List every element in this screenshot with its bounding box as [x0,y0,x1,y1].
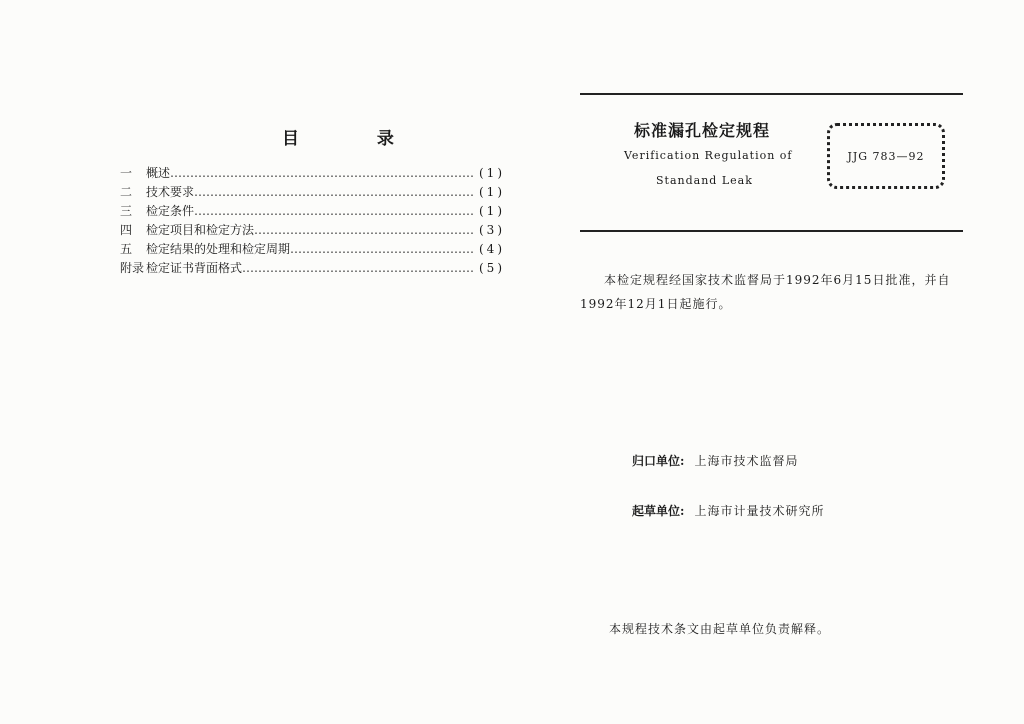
toc-item-label: 技术要求 [146,185,195,199]
responsible-unit [632,452,798,469]
toc-item [120,240,505,259]
toc-leader-dots [170,164,475,183]
toc-item-number: 四 [120,223,133,237]
toc-item-page: (1) [479,204,505,218]
drafting-unit [632,502,824,519]
interpretation-note: 本规程技术条文由起草单位负责解释。 [609,622,831,636]
toc-item-number: 一 [120,166,133,180]
toc-leader-dots [194,202,475,221]
toc-item-page: (4) [479,242,505,256]
bottom-rule [580,230,963,232]
toc-item [120,259,505,278]
toc-item-label: 检定项目和检定方法 [146,223,255,237]
toc-item-number: 三 [120,204,133,218]
toc-leader-dots [194,183,475,202]
toc-item-label: 检定条件 [146,204,195,218]
toc-item [120,183,505,202]
responsible-unit-label: 归口单位: [632,454,685,468]
table-of-contents [120,164,505,278]
toc-item-number: 五 [120,242,133,256]
toc-item-label: 概述 [146,166,171,180]
toc-item-page: (3) [479,223,505,237]
toc-item-page: (1) [479,185,505,199]
toc-item-number: 二 [120,185,133,199]
toc-leader-dots [254,221,475,240]
toc-item-label: 检定证书背面格式 [146,261,243,275]
toc-item-page: (5) [479,261,505,275]
toc-item [120,164,505,183]
toc-item-number: 附录 [120,261,145,275]
toc-item-page: (1) [479,166,505,180]
toc-leader-dots [290,240,475,259]
toc-item [120,221,505,240]
toc-item [120,202,505,221]
drafting-unit-label: 起草单位: [632,504,685,518]
approval-notice: 本检定规程经国家技术监督局于1992年6月15日批准，并自1992年12月1日起施行。 [580,273,951,311]
responsible-unit-value: 上海市技术监督局 [694,454,799,468]
regulation-code-box [827,123,945,189]
toc-item-label: 检定结果的处理和检定周期 [146,242,291,256]
regulation-code: JJG 783—92 [847,149,925,163]
english-title-line-1: Verification Regulation of [624,149,793,162]
top-rule [580,93,963,95]
toc-title: 目 录 [282,129,430,149]
toc-leader-dots [242,259,475,278]
document-title: 标准漏孔检定规程 [634,121,771,140]
english-title-line-2: Standand Leak [656,174,753,187]
drafting-unit-value: 上海市计量技术研究所 [694,504,825,518]
